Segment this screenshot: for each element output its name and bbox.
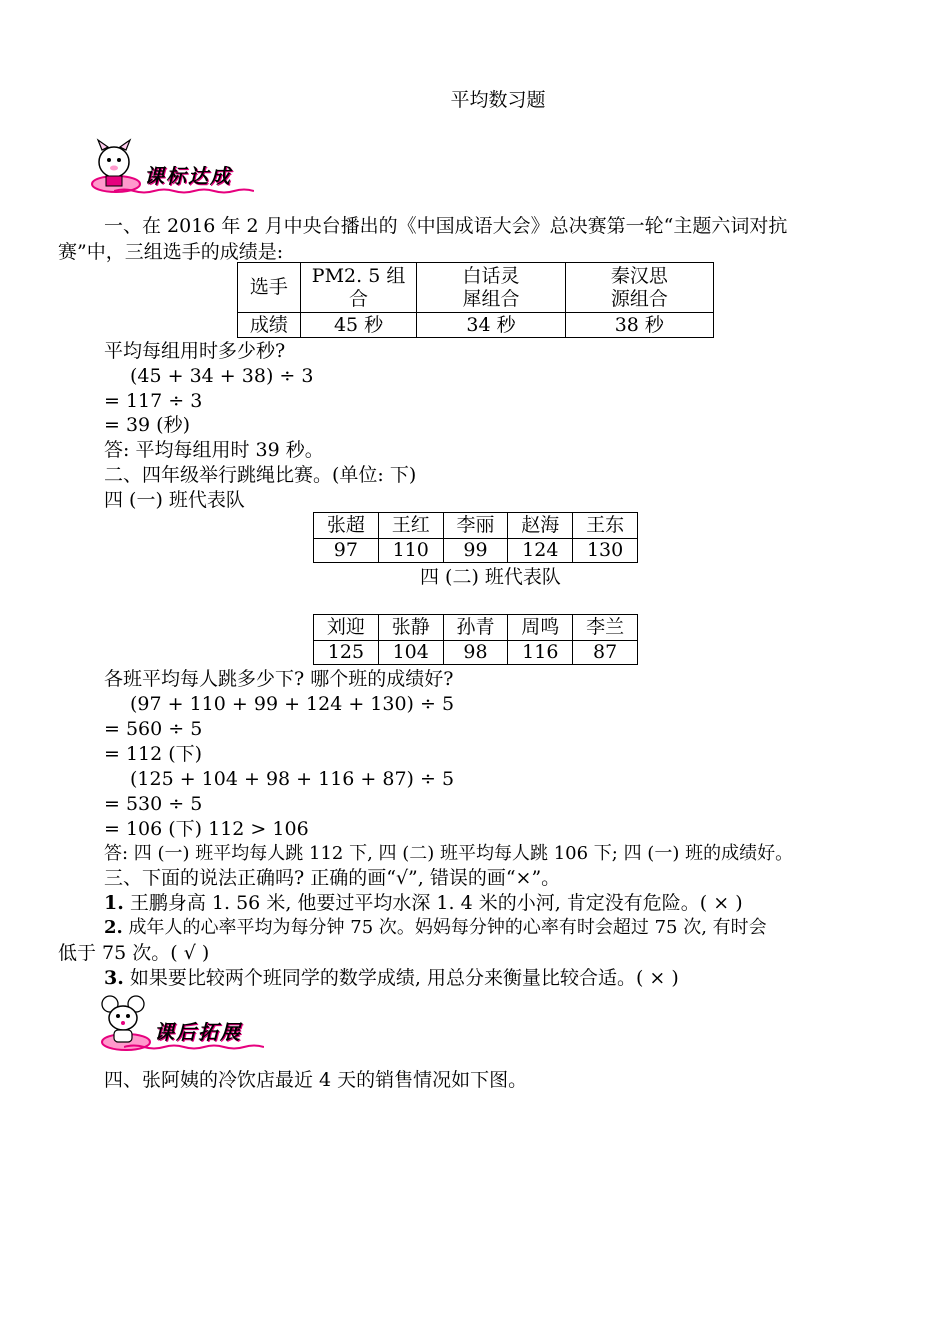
score-cell: 98 [443, 641, 508, 665]
q1-question: 平均每组用时多少秒? [104, 340, 286, 362]
table-row [238, 313, 714, 338]
q1-line1: 一、在 2016 年 2 月中央台播出的《中国成语大会》总决赛第一轮“主题六词对抗 [104, 215, 788, 237]
section-label-curriculum: 课标达成 [144, 164, 232, 188]
score-cell: 34 秒 [417, 313, 565, 338]
q1-calc-line: = 39 (秒) [104, 414, 191, 436]
name-cell: 李丽 [443, 513, 508, 539]
q2-calc-line: (125 + 104 + 98 + 116 + 87) ÷ 5 [130, 768, 455, 790]
team-cell: PM2. 5 组 合 [300, 263, 417, 313]
table-row [314, 513, 638, 539]
q3-item-1: 1. 王鹏身高 1. 56 米, 他要过平均水深 1. 4 米的小河, 肯定没有危险。( × ) [104, 892, 743, 914]
section-label-extension: 课后拓展 [154, 1020, 242, 1044]
q2-calc-line: = 112 (下) [104, 743, 203, 765]
score-cell: 125 [314, 641, 379, 665]
table-row [314, 615, 638, 641]
name-cell: 张静 [378, 615, 443, 641]
q2-line1: 二、四年级举行跳绳比赛。(单位: 下) [104, 464, 417, 486]
q1-answer: 答: 平均每组用时 39 秒。 [104, 439, 324, 461]
q2-answer: 答: 四 (一) 班平均每人跳 112 下, 四 (二) 班平均每人跳 106 下; 四 (一) 班的成绩好。 [104, 843, 794, 864]
page-title: 平均数习题 [450, 89, 546, 111]
table-row-label: 成绩 [238, 313, 301, 338]
decorative-wave-icon [124, 1044, 264, 1050]
q2-question: 各班平均每人跳多少下? 哪个班的成绩好? [104, 668, 454, 690]
table-row [238, 263, 714, 313]
score-cell: 124 [508, 539, 573, 563]
q2-calc-line: = 560 ÷ 5 [104, 718, 203, 740]
q4-line1: 四、张阿姨的冷饮店最近 4 天的销售情况如下图。 [104, 1069, 528, 1091]
score-cell: 99 [443, 539, 508, 563]
team-cell: 秦汉思 源组合 [565, 263, 713, 313]
score-cell: 104 [378, 641, 443, 665]
section-header-curriculum [86, 138, 266, 198]
q1-line2: 赛”中，三组选手的成绩是: [58, 241, 284, 263]
name-cell: 王东 [573, 513, 638, 539]
q1-calc-line: (45 + 34 + 38) ÷ 3 [130, 365, 314, 387]
team-cell: 白话灵 犀组合 [417, 263, 565, 313]
q2-calc-line: (97 + 110 + 99 + 124 + 130) ÷ 5 [130, 693, 455, 715]
q2-calc-line: = 106 (下) 112 > 106 [104, 818, 309, 840]
q3-item-2: 2. 成年人的心率平均为每分钟 75 次。妈妈每分钟的心率有时会超过 75 次, 有时会 [104, 917, 767, 938]
name-cell: 王红 [378, 513, 443, 539]
class2-table [313, 614, 638, 665]
name-cell: 刘迎 [314, 615, 379, 641]
score-cell: 110 [378, 539, 443, 563]
q2-class1-title: 四 (一) 班代表队 [104, 489, 245, 511]
q3-item-2-cont: 低于 75 次。( √ ) [58, 942, 210, 964]
name-cell: 张超 [314, 513, 379, 539]
score-cell: 38 秒 [565, 313, 713, 338]
q3-line1: 三、下面的说法正确吗? 正确的画“√”, 错误的画“×”。 [104, 867, 561, 889]
score-cell: 116 [508, 641, 573, 665]
score-cell: 130 [573, 539, 638, 563]
decorative-wave-icon [114, 188, 254, 194]
name-cell: 李兰 [573, 615, 638, 641]
q3-item-3: 3. 如果要比较两个班同学的数学成绩, 用总分来衡量比较合适。( × ) [104, 967, 679, 989]
table-row [314, 539, 638, 563]
q1-score-table [237, 262, 714, 338]
name-cell: 孙青 [443, 615, 508, 641]
section-header-extension [96, 994, 276, 1054]
table-header-label: 选手 [238, 263, 301, 313]
score-cell: 45 秒 [300, 313, 417, 338]
q2-calc-line: = 530 ÷ 5 [104, 793, 203, 815]
q2-class2-title: 四 (二) 班代表队 [420, 566, 561, 588]
class1-table [313, 512, 638, 563]
q1-calc-line: = 117 ÷ 3 [104, 390, 203, 412]
table-row [314, 641, 638, 665]
name-cell: 周鸣 [508, 615, 573, 641]
score-cell: 87 [573, 641, 638, 665]
score-cell: 97 [314, 539, 379, 563]
name-cell: 赵海 [508, 513, 573, 539]
